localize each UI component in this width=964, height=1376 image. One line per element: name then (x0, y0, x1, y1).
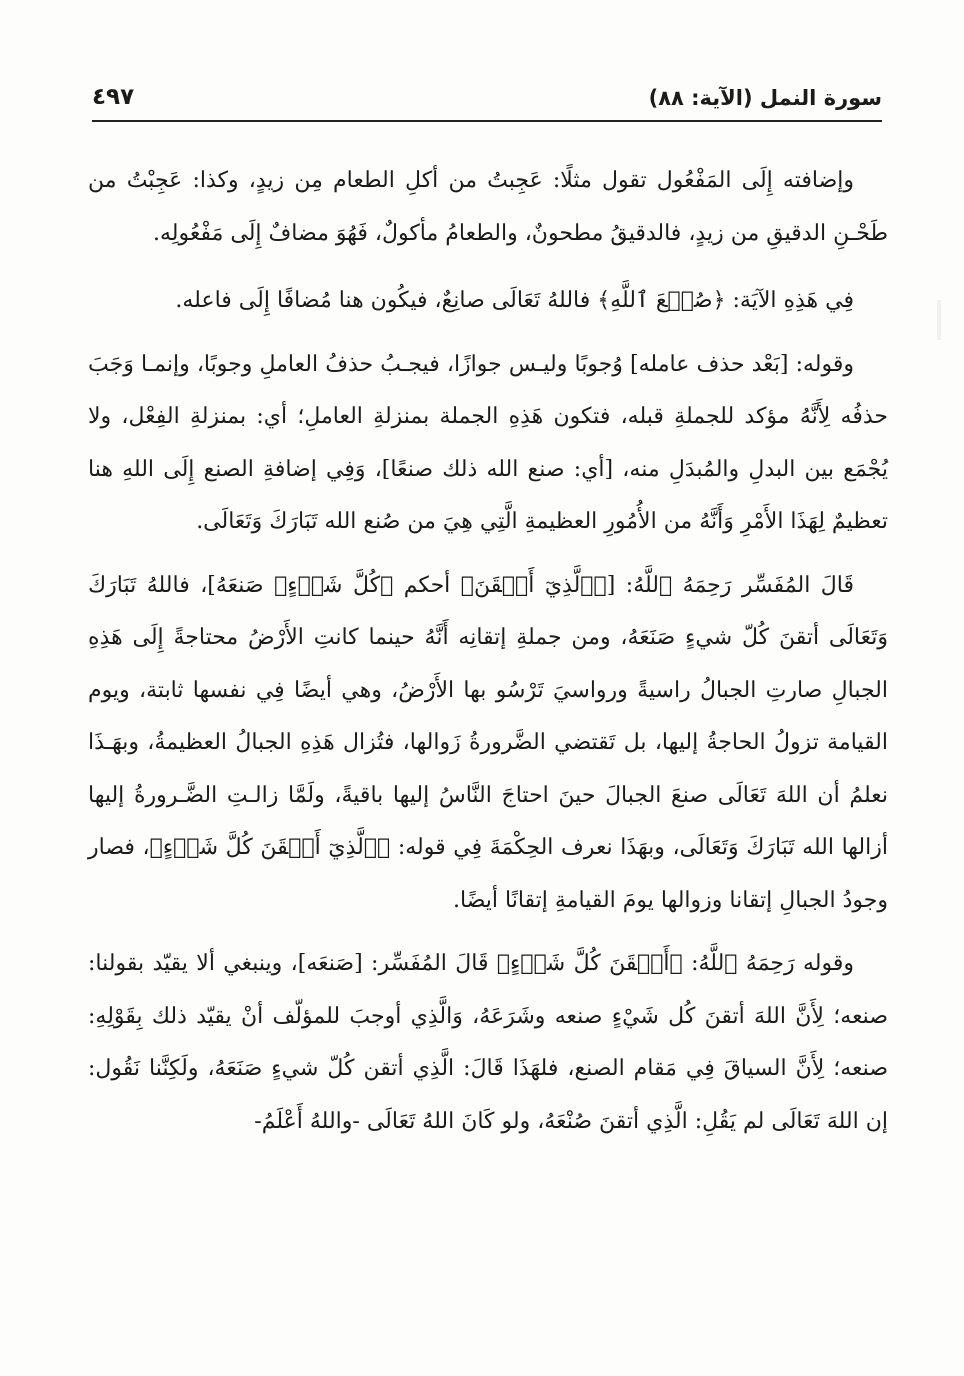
paragraph-3: وقوله: [بَعْد حذف عامله] وُجوبًا وليـس جوازًا، فيجـبُ حذفُ العاملِ وجوبًا، وإنمـا وَجَبَ حذفُه لِأَنَّهُ مؤكد للجملةِ قبله، فتكون هَذِهِ الجملة بمنزلةِ العاملِ؛ أي: بمنزلةِ الفِعْل، ولا يُجْمَع بين البدلِ والمُبدَلِ منه، [أي: صنع الله ذلك صنعًا]، وَفِي إضافةِ الصنع إِلَى اللهِ هنا تعظيمٌ لِهَذَا الأَمْرِ وَأَنَّهُ من الأُمُورِ العظيمةِ الَّتِي هِيَ من صُنع الله تَبَارَكَ وَتَعَالَى. (88, 351, 888, 534)
page-number: ٤٩٧ (92, 84, 135, 110)
paragraph-2: فِي هَذِهِ الآيَة: ﴿صُنۡعَ ٱللَّهِ﴾ فاللهُ تَعَالَى صانِعٌ، فيكُون هنا مُضافًا إِلَى فاعله. (175, 288, 854, 313)
page-header (92, 82, 882, 122)
header-divider (92, 120, 882, 122)
paragraph-1: وإضافته إِلَى المَفْعُول تقول مثلًا: عَجِبتُ من أكلِ الطعام مِن زيدٍ، وكذا: عَجِبْتُ من طَحْـنِ الدقيقِ من زيدٍ، فالدقيقُ مطحونٌ، والطعامُ مأكولٌ، فَهُوَ مضافٌ إِلَى مَفْعُولِه. (88, 168, 888, 246)
paragraph-4: قَالَ المُفَسِّر رَحِمَهُ ٱللَّهُ: [﴿ٱلَّذِيٓ أَتۡقَنَ﴾ أحكم ﴿كُلَّ شَيۡءٍ﴾ صَنعَهُ]، فاللهُ تَبَارَكَ وَتَعَالَى أتقنَ كُلّ شيءٍ صَنَعَهُ، ومن جملةِ إتقانِه أَنَّهُ حينما كانتِ الأَرْضُ محتاجةً إِلَى هَذِهِ الجبالِ صارتِ الجبالُ راسيةً ورواسيَ تَرْسُو بها الأَرْضُ، وهي أيضًا فِي نفسها ثابتة، ويوم القيامة تزولُ الحاجةُ إليها، بل تَقتضي الضَّرورةُ زَوالها، فتُزال هَذِهِ الجبالُ العظيمةُ، وبهَـذَا نعلمُ أن اللهَ تَعَالَى صنعَ الجبالَ حينَ احتاجَ النَّاسُ إليها باقيةً، ولَمَّا زالـتِ الضَّـرورةُ إليها أزالها الله تَبَارَكَ وَتَعَالَى، وبهَذَا نعرف الحِكْمَةَ فِي قوله: ﴿ٱلَّذِيٓ أَتۡقَنَ كُلَّ شَيۡءٍ﴾، فصار وجودُ الجبالِ إتقانا وزوالها يومَ القيامةِ إتقانًا أيضًا. (88, 572, 888, 913)
page-body (88, 155, 888, 1148)
margin-mark (937, 300, 941, 340)
surah-title: سورة النمل (الآية: ٨٨) (648, 86, 882, 110)
paragraph-5: وقوله رَحِمَهُ ٱللَّهُ: ﴿أَتۡقَنَ كُلَّ شَيۡءٍ﴾ قَالَ المُفَسِّر: [صَنعَه]، وينبغي ألا يقيّد بقولنا: صنعه؛ لِأَنَّ اللهَ أتقنَ كُل شَيْءٍ صنعه وشَرَعَهُ، وَالَّذِي أوجبَ للمؤلّف أنْ يقيّد ذلك بِقَوْلِهِ: صنعه؛ لِأَنَّ السياقَ فِي مَقام الصنع، فلهَذَا قَالَ: الَّذِي أتقن كُلّ شيءٍ صَنَعَهُ، ولَكِنَّنا نَقُول: إن اللهَ تَعَالَى لم يَقُلِ: الَّذِي أتقنَ صُنْعَهُ، ولو كَانَ اللهُ تَعَالَى -واللهُ أَعْلَمُ- (88, 951, 888, 1134)
